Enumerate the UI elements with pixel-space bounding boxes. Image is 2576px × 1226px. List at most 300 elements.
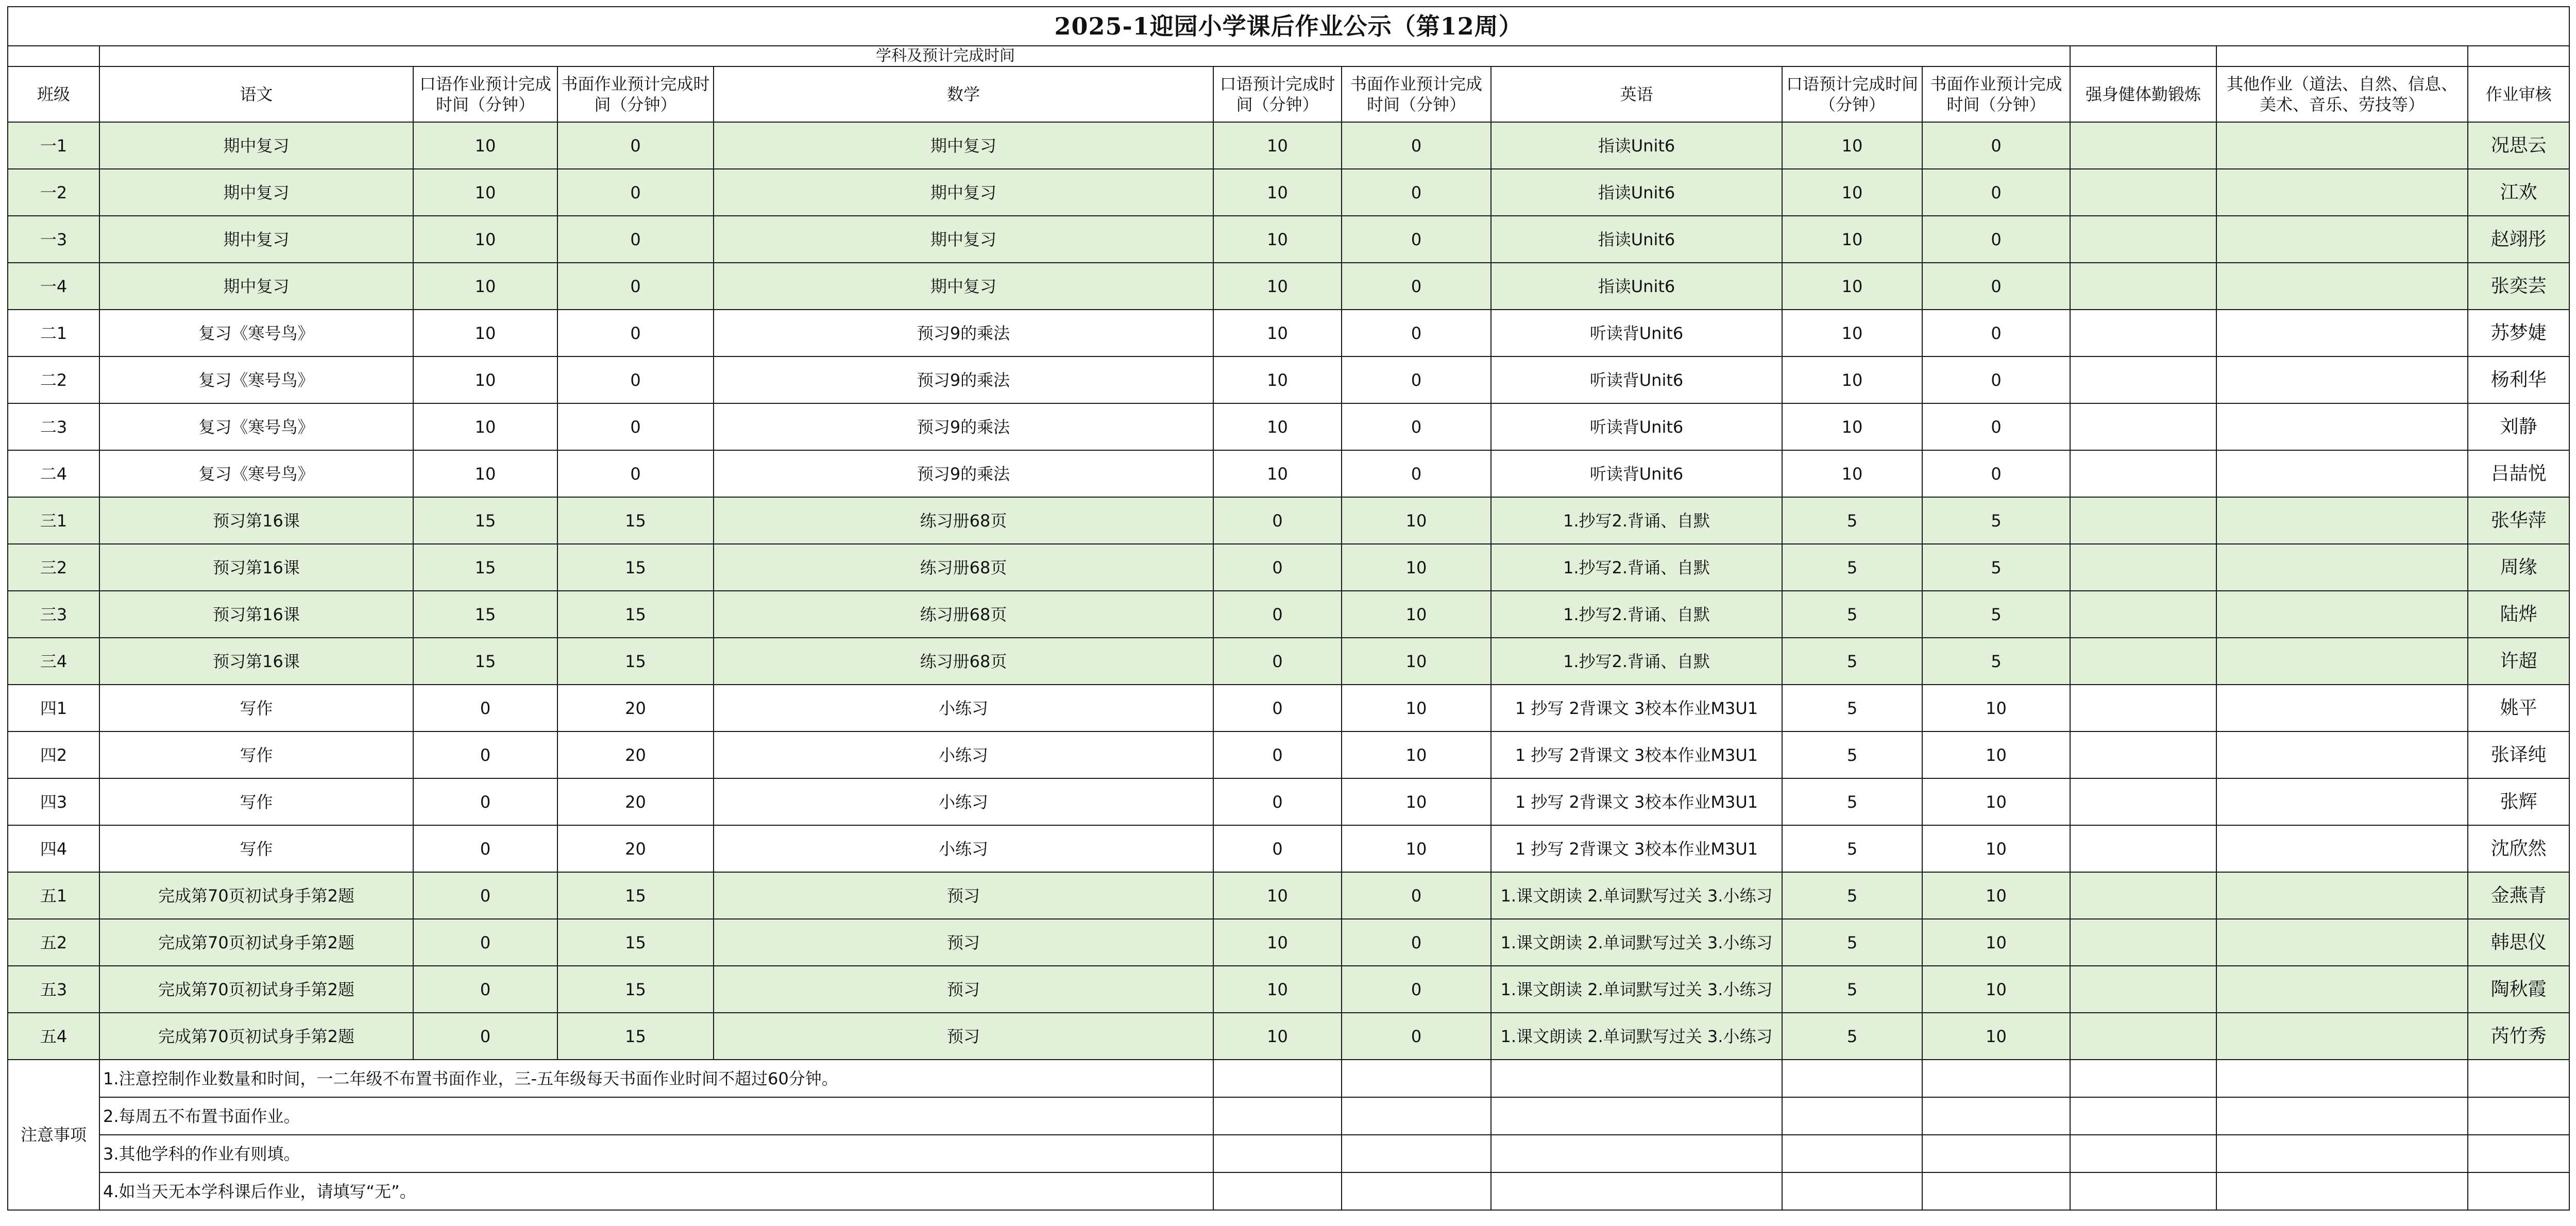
table-row: [8, 544, 2569, 591]
header-other: 其他作业（道法、自然、信息、美术、音乐、劳技等）: [2216, 66, 2468, 122]
cell-math-written: 0: [1342, 356, 1491, 403]
cell-reviewer: 赵翊彤: [2468, 216, 2569, 263]
cell-english-oral: 5: [1782, 872, 1922, 919]
cell-other: [2216, 356, 2468, 403]
cell-class: 三2: [8, 544, 99, 591]
cell-chinese-written: 15: [557, 497, 714, 544]
blank-cell: [1342, 1060, 1491, 1097]
cell-reviewer: 吕喆悦: [2468, 450, 2569, 497]
cell-chinese-oral: 15: [413, 591, 557, 638]
cell-exercise: [2070, 872, 2216, 919]
cell-exercise: [2070, 731, 2216, 778]
cell-english-oral: 5: [1782, 638, 1922, 685]
blank-cell: [2070, 1060, 2216, 1097]
cell-english: 1.课文朗读 2.单词默写过关 3.小练习: [1491, 872, 1782, 919]
cell-english-oral: 5: [1782, 591, 1922, 638]
blank-cell: [2070, 1097, 2216, 1135]
cell-english-oral: 10: [1782, 450, 1922, 497]
table-row: [8, 638, 2569, 685]
note-row: [8, 1135, 2569, 1172]
cell-exercise: [2070, 356, 2216, 403]
cell-math: 预习9的乘法: [714, 403, 1213, 450]
cell-chinese-written: 0: [557, 216, 714, 263]
blank-cell: [2468, 1135, 2569, 1172]
cell-chinese: 期中复习: [99, 216, 413, 263]
cell-math: 小练习: [714, 778, 1213, 825]
header-english: 英语: [1491, 66, 1782, 122]
blank-cell: [2216, 1097, 2468, 1135]
cell-chinese-oral: 0: [413, 825, 557, 872]
cell-chinese-oral: 10: [413, 216, 557, 263]
cell-math: 预习: [714, 919, 1213, 966]
cell-chinese-written: 0: [557, 450, 714, 497]
cell-class: 一4: [8, 263, 99, 310]
cell-other: [2216, 544, 2468, 591]
cell-reviewer: 况思云: [2468, 122, 2569, 169]
cell-reviewer: 张译纯: [2468, 731, 2569, 778]
cell-math-oral: 10: [1213, 356, 1342, 403]
cell-math-oral: 0: [1213, 544, 1342, 591]
cell-class: 二1: [8, 310, 99, 356]
table-row: [8, 591, 2569, 638]
cell-english: 1.抄写2.背诵、自默: [1491, 591, 1782, 638]
cell-english-oral: 10: [1782, 263, 1922, 310]
cell-chinese: 完成第70页初试身手第2题: [99, 966, 413, 1013]
cell-chinese-oral: 0: [413, 731, 557, 778]
blank-cell: [2216, 1172, 2468, 1210]
blank-cell: [1491, 1172, 1782, 1210]
table-row: [8, 919, 2569, 966]
blank-cell: [1342, 1172, 1491, 1210]
cell-math: 期中复习: [714, 263, 1213, 310]
cell-math: 预习: [714, 1013, 1213, 1060]
cell-english: 指读Unit6: [1491, 122, 1782, 169]
blank-cell: [99, 46, 714, 66]
cell-english-written: 5: [1922, 544, 2070, 591]
cell-exercise: [2070, 497, 2216, 544]
cell-class: 三3: [8, 591, 99, 638]
cell-math-oral: 10: [1213, 122, 1342, 169]
cell-exercise: [2070, 544, 2216, 591]
header-chinese-oral-time: 口语作业预计完成时间（分钟）: [413, 66, 557, 122]
cell-english-written: 10: [1922, 825, 2070, 872]
cell-chinese-written: 0: [557, 356, 714, 403]
blank-cell: [2216, 1135, 2468, 1172]
cell-english-written: 0: [1922, 450, 2070, 497]
cell-reviewer: 周缘: [2468, 544, 2569, 591]
cell-math-written: 0: [1342, 966, 1491, 1013]
cell-chinese-oral: 10: [413, 450, 557, 497]
cell-exercise: [2070, 1013, 2216, 1060]
cell-exercise: [2070, 919, 2216, 966]
blank-cell: [2070, 46, 2216, 66]
cell-math-oral: 10: [1213, 310, 1342, 356]
cell-chinese-written: 15: [557, 591, 714, 638]
notes-section: [8, 1060, 2569, 1210]
cell-class: 五2: [8, 919, 99, 966]
cell-english-written: 10: [1922, 1013, 2070, 1060]
cell-other: [2216, 1013, 2468, 1060]
cell-chinese-written: 20: [557, 825, 714, 872]
cell-chinese-written: 0: [557, 403, 714, 450]
cell-chinese: 复习《寒号鸟》: [99, 356, 413, 403]
cell-class: 二2: [8, 356, 99, 403]
cell-other: [2216, 122, 2468, 169]
cell-math: 小练习: [714, 731, 1213, 778]
cell-math-oral: 10: [1213, 919, 1342, 966]
cell-chinese-oral: 10: [413, 356, 557, 403]
cell-english: 听读背Unit6: [1491, 450, 1782, 497]
cell-chinese-written: 0: [557, 310, 714, 356]
cell-english: 1.抄写2.背诵、自默: [1491, 638, 1782, 685]
cell-english: 听读背Unit6: [1491, 356, 1782, 403]
cell-chinese-oral: 10: [413, 169, 557, 216]
cell-chinese: 复习《寒号鸟》: [99, 450, 413, 497]
table-row: [8, 122, 2569, 169]
blank-cell: [1213, 1172, 1342, 1210]
note-item: 1.注意控制作业数量和时间，一二年级不布置书面作业，三-五年级每天书面作业时间不超过60分钟。: [99, 1060, 1213, 1097]
cell-math: 预习: [714, 872, 1213, 919]
blank-cell: [2216, 1060, 2468, 1097]
cell-math: 期中复习: [714, 216, 1213, 263]
blank-cell: [1922, 1060, 2070, 1097]
cell-other: [2216, 263, 2468, 310]
cell-chinese-oral: 0: [413, 1013, 557, 1060]
cell-math: 练习册68页: [714, 544, 1213, 591]
cell-math-written: 10: [1342, 638, 1491, 685]
blank-cell: [1782, 1172, 1922, 1210]
cell-exercise: [2070, 778, 2216, 825]
cell-math-written: 0: [1342, 310, 1491, 356]
cell-exercise: [2070, 450, 2216, 497]
cell-english-written: 10: [1922, 919, 2070, 966]
sheet-title: 2025-1迎园小学课后作业公示（第12周）: [8, 7, 2569, 46]
blank-cell: [2216, 46, 2468, 66]
cell-reviewer: 金燕青: [2468, 872, 2569, 919]
cell-class: 四3: [8, 778, 99, 825]
cell-chinese-written: 0: [557, 263, 714, 310]
header-chinese-written-time: 书面作业预计完成时间（分钟）: [557, 66, 714, 122]
cell-english-written: 10: [1922, 778, 2070, 825]
cell-english-written: 10: [1922, 731, 2070, 778]
notes-label: 注意事项: [8, 1060, 99, 1210]
header-exercise: 强身健体勤锻炼: [2070, 66, 2216, 122]
cell-math-written: 0: [1342, 263, 1491, 310]
cell-math-oral: 0: [1213, 825, 1342, 872]
cell-chinese: 写作: [99, 685, 413, 731]
cell-english: 指读Unit6: [1491, 216, 1782, 263]
cell-reviewer: 沈欣然: [2468, 825, 2569, 872]
cell-other: [2216, 872, 2468, 919]
cell-chinese: 写作: [99, 778, 413, 825]
cell-other: [2216, 403, 2468, 450]
cell-chinese-written: 15: [557, 1013, 714, 1060]
homework-table: [7, 6, 2570, 1211]
cell-chinese: 预习第16课: [99, 544, 413, 591]
header-class: 班级: [8, 66, 99, 122]
cell-english-written: 10: [1922, 685, 2070, 731]
cell-chinese-written: 15: [557, 872, 714, 919]
cell-math: 练习册68页: [714, 497, 1213, 544]
cell-english: 听读背Unit6: [1491, 310, 1782, 356]
cell-english-written: 0: [1922, 310, 2070, 356]
cell-exercise: [2070, 685, 2216, 731]
cell-other: [2216, 497, 2468, 544]
cell-class: 二4: [8, 450, 99, 497]
cell-english-written: 0: [1922, 263, 2070, 310]
cell-english: 指读Unit6: [1491, 169, 1782, 216]
cell-math-oral: 10: [1213, 450, 1342, 497]
cell-chinese-oral: 10: [413, 122, 557, 169]
cell-math: 期中复习: [714, 169, 1213, 216]
cell-reviewer: 芮竹秀: [2468, 1013, 2569, 1060]
cell-english-written: 5: [1922, 497, 2070, 544]
cell-reviewer: 张华萍: [2468, 497, 2569, 544]
cell-other: [2216, 778, 2468, 825]
cell-other: [2216, 685, 2468, 731]
cell-chinese-oral: 15: [413, 638, 557, 685]
header-english-oral-time: 口语预计完成时间（分钟）: [1782, 66, 1922, 122]
cell-math: 小练习: [714, 685, 1213, 731]
cell-reviewer: 刘静: [2468, 403, 2569, 450]
blank-cell: [1922, 1097, 2070, 1135]
homework-sheet: [7, 6, 2569, 1211]
cell-class: 三1: [8, 497, 99, 544]
table-row: [8, 685, 2569, 731]
table-row: [8, 403, 2569, 450]
cell-chinese-written: 0: [557, 122, 714, 169]
cell-other: [2216, 310, 2468, 356]
blank-cell: [1342, 1097, 1491, 1135]
cell-other: [2216, 966, 2468, 1013]
cell-other: [2216, 731, 2468, 778]
cell-chinese-oral: 0: [413, 685, 557, 731]
cell-chinese-oral: 0: [413, 919, 557, 966]
header-math-written-time: 书面作业预计完成时间（分钟）: [1342, 66, 1491, 122]
cell-math-oral: 0: [1213, 685, 1342, 731]
note-row: [8, 1097, 2569, 1135]
cell-chinese-written: 20: [557, 778, 714, 825]
blank-cell: [1213, 46, 2070, 66]
cell-chinese: 完成第70页初试身手第2题: [99, 919, 413, 966]
cell-exercise: [2070, 263, 2216, 310]
blank-cell: [1491, 1060, 1782, 1097]
cell-chinese: 期中复习: [99, 263, 413, 310]
cell-math: 练习册68页: [714, 591, 1213, 638]
cell-chinese: 预习第16课: [99, 638, 413, 685]
cell-chinese: 期中复习: [99, 122, 413, 169]
cell-math-written: 0: [1342, 122, 1491, 169]
table-row: [8, 497, 2569, 544]
cell-exercise: [2070, 825, 2216, 872]
cell-math-written: 0: [1342, 216, 1491, 263]
cell-chinese-oral: 10: [413, 403, 557, 450]
cell-math-oral: 0: [1213, 731, 1342, 778]
cell-math-written: 0: [1342, 169, 1491, 216]
cell-english: 1.课文朗读 2.单词默写过关 3.小练习: [1491, 966, 1782, 1013]
cell-exercise: [2070, 216, 2216, 263]
table-row: [8, 216, 2569, 263]
cell-other: [2216, 919, 2468, 966]
cell-class: 五3: [8, 966, 99, 1013]
cell-english: 1 抄写 2背课文 3校本作业M3U1: [1491, 685, 1782, 731]
cell-chinese: 期中复习: [99, 169, 413, 216]
cell-math-written: 0: [1342, 919, 1491, 966]
cell-other: [2216, 216, 2468, 263]
cell-exercise: [2070, 403, 2216, 450]
table-row: [8, 778, 2569, 825]
cell-chinese-written: 15: [557, 966, 714, 1013]
cell-english-oral: 5: [1782, 1013, 1922, 1060]
blank-cell: [1491, 1135, 1782, 1172]
header-math: 数学: [714, 66, 1213, 122]
cell-math-oral: 10: [1213, 216, 1342, 263]
cell-math: 预习9的乘法: [714, 310, 1213, 356]
cell-chinese-oral: 0: [413, 872, 557, 919]
cell-reviewer: 苏梦婕: [2468, 310, 2569, 356]
cell-math-oral: 10: [1213, 403, 1342, 450]
blank-cell: [2070, 1172, 2216, 1210]
cell-class: 五4: [8, 1013, 99, 1060]
cell-other: [2216, 450, 2468, 497]
cell-chinese: 复习《寒号鸟》: [99, 310, 413, 356]
cell-english-written: 0: [1922, 403, 2070, 450]
cell-other: [2216, 825, 2468, 872]
blank-cell: [1213, 1060, 1342, 1097]
blank-cell: [2468, 1172, 2569, 1210]
cell-math: 预习9的乘法: [714, 450, 1213, 497]
cell-math: 期中复习: [714, 122, 1213, 169]
cell-chinese-written: 15: [557, 919, 714, 966]
blank-cell: [2070, 1135, 2216, 1172]
cell-class: 四4: [8, 825, 99, 872]
cell-english-written: 5: [1922, 591, 2070, 638]
table-row: [8, 825, 2569, 872]
blank-cell: [1491, 1097, 1782, 1135]
cell-class: 一3: [8, 216, 99, 263]
cell-class: 五1: [8, 872, 99, 919]
cell-english: 1 抄写 2背课文 3校本作业M3U1: [1491, 731, 1782, 778]
cell-other: [2216, 638, 2468, 685]
blank-cell: [2468, 1060, 2569, 1097]
cell-math-written: 0: [1342, 872, 1491, 919]
cell-english-oral: 10: [1782, 310, 1922, 356]
cell-math-written: 10: [1342, 544, 1491, 591]
table-row: [8, 310, 2569, 356]
cell-math-oral: 0: [1213, 591, 1342, 638]
cell-class: 三4: [8, 638, 99, 685]
cell-math-written: 0: [1342, 450, 1491, 497]
cell-exercise: [2070, 966, 2216, 1013]
cell-english-oral: 10: [1782, 216, 1922, 263]
header-math-oral-time: 口语预计完成时间（分钟）: [1213, 66, 1342, 122]
blank-cell: [1342, 1135, 1491, 1172]
cell-english: 1 抄写 2背课文 3校本作业M3U1: [1491, 778, 1782, 825]
cell-chinese-oral: 10: [413, 263, 557, 310]
cell-english-oral: 5: [1782, 919, 1922, 966]
table-row: [8, 966, 2569, 1013]
cell-math-oral: 10: [1213, 263, 1342, 310]
cell-english-oral: 5: [1782, 966, 1922, 1013]
cell-class: 一2: [8, 169, 99, 216]
cell-english: 听读背Unit6: [1491, 403, 1782, 450]
cell-reviewer: 张辉: [2468, 778, 2569, 825]
cell-chinese: 预习第16课: [99, 497, 413, 544]
cell-chinese-oral: 15: [413, 497, 557, 544]
blank-cell: [2468, 1097, 2569, 1135]
cell-english-oral: 10: [1782, 169, 1922, 216]
header-chinese: 语文: [99, 66, 413, 122]
cell-math: 小练习: [714, 825, 1213, 872]
cell-other: [2216, 591, 2468, 638]
cell-english-written: 10: [1922, 966, 2070, 1013]
cell-chinese-written: 20: [557, 731, 714, 778]
blank-cell: [2468, 46, 2569, 66]
cell-english-oral: 5: [1782, 731, 1922, 778]
cell-reviewer: 姚平: [2468, 685, 2569, 731]
cell-chinese: 复习《寒号鸟》: [99, 403, 413, 450]
note-item: 2.每周五不布置书面作业。: [99, 1097, 1213, 1135]
cell-math-written: 10: [1342, 778, 1491, 825]
group-header: 学科及预计完成时间: [714, 46, 1213, 66]
cell-reviewer: 韩思仪: [2468, 919, 2569, 966]
table-row: [8, 356, 2569, 403]
header-reviewer: 作业审核: [2468, 66, 2569, 122]
cell-math: 预习9的乘法: [714, 356, 1213, 403]
cell-math-oral: 10: [1213, 1013, 1342, 1060]
cell-math-oral: 10: [1213, 169, 1342, 216]
cell-english-written: 10: [1922, 872, 2070, 919]
note-item: 4.如当天无本学科课后作业，请填写“无”。: [99, 1172, 1213, 1210]
cell-english: 1.课文朗读 2.单词默写过关 3.小练习: [1491, 919, 1782, 966]
cell-chinese: 写作: [99, 731, 413, 778]
cell-english-oral: 5: [1782, 778, 1922, 825]
cell-math-written: 10: [1342, 497, 1491, 544]
cell-english: 指读Unit6: [1491, 263, 1782, 310]
cell-chinese: 完成第70页初试身手第2题: [99, 1013, 413, 1060]
cell-math-oral: 0: [1213, 638, 1342, 685]
cell-exercise: [2070, 638, 2216, 685]
cell-class: 四2: [8, 731, 99, 778]
cell-chinese-oral: 0: [413, 778, 557, 825]
cell-reviewer: 陶秋霞: [2468, 966, 2569, 1013]
blank-cell: [1213, 1097, 1342, 1135]
cell-math-oral: 10: [1213, 872, 1342, 919]
cell-chinese-written: 20: [557, 685, 714, 731]
cell-english-written: 0: [1922, 169, 2070, 216]
cell-english: 1.抄写2.背诵、自默: [1491, 497, 1782, 544]
cell-exercise: [2070, 310, 2216, 356]
cell-math-oral: 0: [1213, 778, 1342, 825]
table-row: [8, 169, 2569, 216]
cell-math-written: 10: [1342, 825, 1491, 872]
cell-other: [2216, 169, 2468, 216]
table-row: [8, 450, 2569, 497]
cell-exercise: [2070, 122, 2216, 169]
cell-chinese-written: 15: [557, 638, 714, 685]
cell-english-oral: 5: [1782, 544, 1922, 591]
table-row: [8, 872, 2569, 919]
cell-class: 二3: [8, 403, 99, 450]
cell-english-oral: 10: [1782, 356, 1922, 403]
cell-english: 1.课文朗读 2.单词默写过关 3.小练习: [1491, 1013, 1782, 1060]
cell-english-written: 0: [1922, 356, 2070, 403]
cell-english-oral: 5: [1782, 685, 1922, 731]
note-item: 3.其他学科的作业有则填。: [99, 1135, 1213, 1172]
cell-math-oral: 0: [1213, 497, 1342, 544]
table-body: [8, 122, 2569, 1060]
blank-cell: [1213, 1135, 1342, 1172]
